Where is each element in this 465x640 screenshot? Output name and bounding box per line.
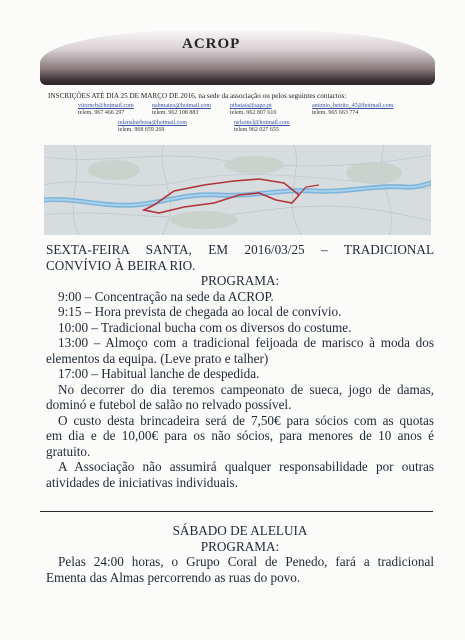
contact-email[interactable]: mlenabarbosa@hotmail.com: [118, 120, 188, 126]
contact-email[interactable]: ptbatata@sapo.pt: [230, 103, 272, 109]
cost-paragraph: O custo desta brincadeira será de 7,50€ para sócios com as quotas: [58, 412, 434, 428]
registration-notice: INSCRIÇÕES ATÉ DIA 25 DE MARÇO DE 2016, na sede da associação ou pelos seguintes contactos:: [48, 92, 347, 100]
schedule-item-continuation: elementos da equipa. (Leve prato e talher): [46, 350, 269, 366]
activities-paragraph: No decorrer do dia teremos campeonato de sueca, jogo de damas,: [58, 381, 434, 397]
contact-5: [118, 120, 187, 134]
schedule-item: 9:00 – Concentração na sede da ACROP.: [58, 288, 274, 304]
activities-paragraph: dominó e futebol de salão no relvado possível.: [46, 397, 292, 412]
event2-description: Ementa das Almas percorrendo as ruas do povo.: [46, 569, 301, 585]
contact-4: [312, 103, 393, 117]
acrop-logo: ACROP: [182, 36, 241, 52]
event-title-line1: SEXTA-FEIRA SANTA, EM 2016/03/25 – TRADICIONAL: [46, 242, 434, 257]
contact-phone: telem. 962 807 610: [230, 110, 277, 116]
contact-email[interactable]: nelsoncl@hotmail.com: [234, 120, 290, 126]
contact-3: [230, 103, 276, 117]
contact-phone: telem. 967 466 297: [78, 110, 125, 116]
contact-email[interactable]: antonio_beirito_45@hotmail.com: [312, 103, 394, 109]
route-map: [44, 145, 431, 235]
contact-email[interactable]: nabmateo@hotmail.com: [152, 103, 212, 109]
event-saturday: [46, 523, 434, 585]
event-title-line2: CONVÍVIO À BEIRA RIO.: [46, 257, 196, 273]
contact-6: [234, 120, 290, 134]
contact-phone: telem. 965 663 774: [312, 110, 359, 116]
contact-phone: telem 962 027 655: [234, 127, 279, 133]
contact-phone: telem. 968 659 269: [118, 127, 165, 133]
event2-title: SÁBADO DE ALELUIA: [172, 523, 308, 538]
schedule-item: 13:00 – Almoço com a tradicional feijoada de marisco à moda dos: [58, 335, 434, 350]
event2-description: Pelas 24:00 horas, o Grupo Coral de Penedo, fará a tradicional: [58, 554, 434, 569]
schedule-item: 17:00 – Habitual lanche de despedida.: [58, 366, 260, 381]
disclaimer-paragraph: atividades de iniciativas individuais.: [46, 474, 238, 490]
disclaimer-paragraph: A Associação não assumirá qualquer responsabilidade por outras: [58, 459, 434, 474]
schedule-item: 10:00 – Tradicional bucha com os diversos do costume.: [58, 319, 352, 335]
contact-email[interactable]: vitorncb@hotmail.com: [78, 103, 134, 109]
section-divider: [40, 511, 433, 512]
cost-paragraph: em dia e de 10,00€ para os não sócios, para menores de 10 anos é: [46, 428, 434, 443]
contact-2: [152, 103, 211, 117]
contact-phone: telem. 962 108 883: [152, 110, 199, 116]
contact-1: [78, 103, 134, 117]
cost-paragraph: gratuito.: [46, 443, 91, 459]
event-friday: [46, 242, 434, 490]
programa-label: PROGRAMA:: [200, 273, 280, 288]
schedule-item: 9:15 – Hora prevista de chegada ao local de convívio.: [58, 304, 342, 319]
programa-label: PROGRAMA:: [200, 538, 280, 554]
route-map-image: [44, 145, 431, 235]
